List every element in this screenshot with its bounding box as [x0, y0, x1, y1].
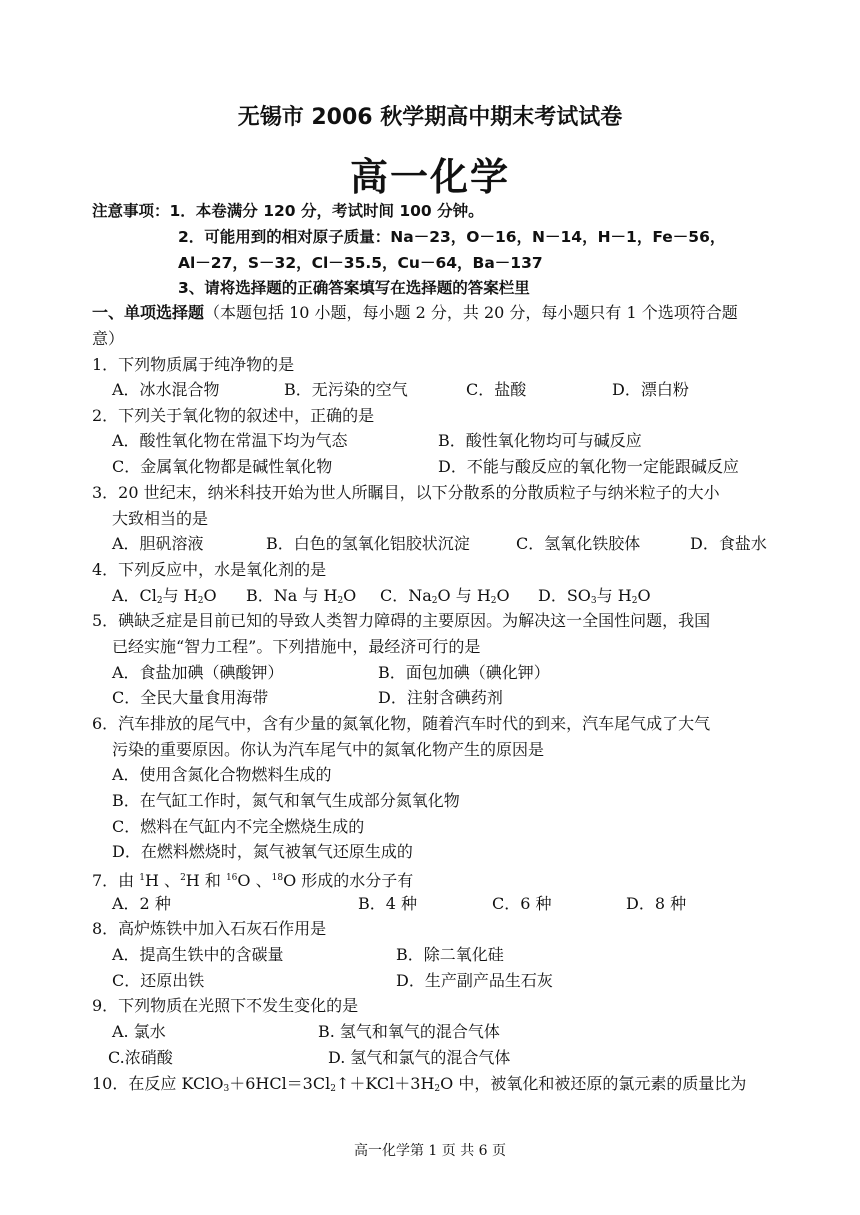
q7-option-a: A．2 种: [112, 894, 171, 913]
exam-title: 无锡市 2006 秋学期高中期末考试试卷: [237, 105, 623, 130]
q6-stem: 6．汽车排放的尾气中，含有少量的氮氧化物，随着汽车时代的到来，汽车尾气成了大气: [92, 714, 711, 733]
q5-stem-2: 已经实施“智力工程”。下列措施中，最经济可行的是: [112, 637, 481, 656]
q3-option-b: B．白色的氢氧化铝胶状沉淀: [266, 534, 470, 553]
q1-option-b: B．无污染的空气: [284, 380, 408, 399]
q5-stem: 5．碘缺乏症是目前已知的导致人类智力障碍的主要原因。为解决这一全国性问题，我国: [92, 611, 711, 630]
q3-option-c: C．氢氧化铁胶体: [516, 534, 641, 553]
q6-stem-2: 污染的重要原因。你认为汽车尾气中的氮氧化物产生的原因是: [112, 740, 545, 759]
q2-option-c: C．金属氧化物都是碱性氧化物: [112, 457, 333, 476]
q6-option-d: D．在燃料燃烧时，氮气被氧气还原生成的: [112, 842, 413, 861]
q3-stem-2: 大致相当的是: [112, 509, 209, 528]
q10-stem: 10．在反应 $KClO_3+6HCl=3Cl_2↑+KCl+3H_2O$ 中，被氧化和被还原的氯元素的质量比为: [92, 1074, 747, 1094]
q4-option-c: C．$Na_2O$ 与 $H_2O$: [380, 586, 510, 606]
q4-option-d: D．$SO_3$与 $H_2O$: [538, 586, 651, 606]
q4-option-a: A．$Cl_2$与 $H_2O$: [112, 586, 217, 606]
q6-option-a: A．使用含氮化合物燃料生成的: [112, 765, 332, 784]
q3-option-a: A．胆矾溶液: [112, 534, 204, 553]
section-title: 一、单项选择题: [92, 303, 205, 322]
q1-option-c: C．盐酸: [466, 380, 527, 399]
q9-option-c: C.浓硝酸: [108, 1048, 173, 1067]
q8-option-d: D．生产副产品生石灰: [396, 971, 553, 990]
section-desc-2: 意）: [92, 329, 125, 348]
q1-option-a: A．冰水混合物: [112, 380, 220, 399]
notice-item-2: 2．可能用到的相对原子质量：Na－23，O－16，N－14，H－1，Fe－56，: [178, 228, 726, 246]
q6-option-c: C．燃料在气缸内不完全燃烧生成的: [112, 817, 365, 836]
q8-option-c: C．还原出铁: [112, 971, 205, 990]
q7-option-d: D．8 种: [626, 894, 687, 913]
q7-option-c: C．6 种: [492, 894, 552, 913]
notice-item-1: 1．本卷满分 120 分，考试时间 100 分钟。: [169, 202, 484, 220]
q5-option-a: A．食盐加碘（碘酸钾）: [112, 663, 284, 682]
section-heading: [92, 300, 738, 326]
q1-stem: 1．下列物质属于纯净物的是: [92, 355, 295, 374]
q9-stem: 9．下列物质在光照下不发生变化的是: [92, 996, 359, 1015]
q2-option-d: D．不能与酸反应的氧化物一定能跟碱反应: [438, 457, 739, 476]
section-desc: （本题包括 10 小题，每小题 2 分，共 20 分，每小题只有 1 个选项符合题: [204, 303, 738, 322]
q9-option-b: B. 氢气和氧气的混合气体: [318, 1022, 500, 1041]
q2-option-a: A．酸性氧化物在常温下均为气态: [112, 431, 348, 450]
q7-stem: 7．由 $^1$H 、$^2$H 和 $^{16}$O 、$^{18}$O 形成的水分子有: [92, 871, 414, 890]
q4-option-b: B．Na 与 $H_2O$: [246, 586, 357, 606]
q3-option-d: D．食盐水: [690, 534, 767, 553]
q9-option-d: D. 氢气和氯气的混合气体: [328, 1048, 511, 1067]
q1-option-d: D．漂白粉: [612, 380, 689, 399]
q8-stem: 8．高炉炼铁中加入石灰石作用是: [92, 919, 327, 938]
q3-stem: 3．20 世纪末，纳米科技开始为世人所瞩目，以下分散系的分散质粒子与纳米粒子的大小: [92, 483, 720, 502]
q8-option-b: B．除二氧化硅: [396, 945, 504, 964]
q2-stem: 2．下列关于氧化物的叙述中，正确的是: [92, 406, 375, 425]
q4-stem: 4．下列反应中，水是氧化剂的是: [92, 560, 327, 579]
page-footer: 高一化学第 1 页 共 6 页: [353, 1143, 507, 1159]
q8-option-a: A．提高生铁中的含碳量: [112, 945, 284, 964]
subject-title: 高一化学: [349, 155, 510, 199]
q5-option-c: C．全民大量食用海带: [112, 688, 269, 707]
notice-label: 注意事项：: [92, 202, 170, 220]
q7-option-b: B．4 种: [358, 894, 418, 913]
q5-option-b: B．面包加碘（碘化钾）: [378, 663, 550, 682]
notice-line-1: [92, 198, 484, 224]
q9-option-a: A. 氯水: [112, 1022, 166, 1041]
q2-option-b: B．酸性氧化物均可与碱反应: [438, 431, 642, 450]
notice-item-2b: Al－27，S－32，Cl－35.5，Cu－64，Ba－137: [178, 254, 543, 272]
q6-option-b: B．在气缸工作时，氮气和氧气生成部分氮氧化物: [112, 791, 460, 810]
notice-item-3: 3、请将选择题的正确答案填写在选择题的答案栏里: [178, 279, 530, 297]
q5-option-d: D．注射含碘药剂: [378, 688, 503, 707]
